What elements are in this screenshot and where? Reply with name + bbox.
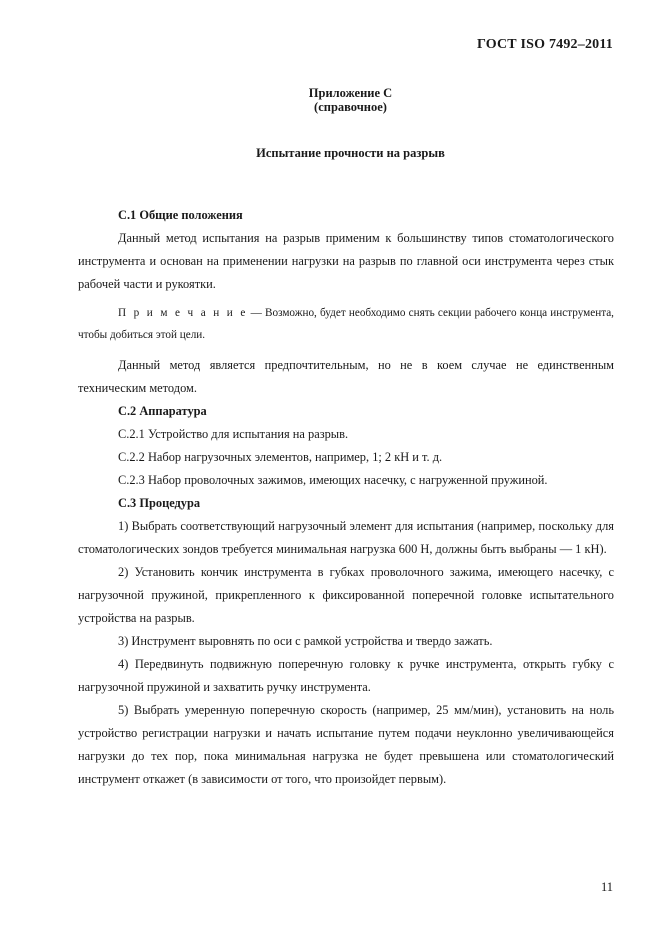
c3-step: 3) Инструмент выровнять по оси с рамкой устройства и твердо зажать. — [118, 634, 493, 648]
c1-paragraph-1: Данный метод испытания на разрыв применим к большинству типов стоматологического инструмента и основан на применении нагрузки на разрыв по главной оси инструмента через стык рабочей части и рукоятки. — [78, 231, 614, 291]
appendix-title: Приложение С — [308, 86, 393, 100]
c1-heading: С.1 Общие положения — [118, 208, 243, 222]
note-label: П р и м е ч а н и е — [118, 307, 248, 319]
c3-step: 2) Установить кончик инструмента в губках проволочного зажима, имеющего насечку, с нагрузочной пружиной, прикрепленного к фиксированной поперечной головке испытательного устройства на разрыв. — [78, 565, 614, 625]
c2-item: С.2.1 Устройство для испытания на разрыв. — [118, 427, 349, 441]
standard-code: ГОСТ ISO 7492–2011 — [476, 37, 613, 52]
c3-heading: С.3 Процедура — [118, 496, 201, 510]
page-number: 11 — [600, 880, 613, 894]
note-text: — Возможно, будет необходимо снять секции рабочего конца инструмента, чтобы добиться этой цели. — [78, 307, 614, 341]
c3-step: 1) Выбрать соответствующий нагрузочный элемент для испытания (например, поскольку для стоматологических зондов требуется минимальная нагрузка 600 Н, должны быть выбраны — 1 кН). — [78, 519, 614, 556]
c2-item: С.2.2 Набор нагрузочных элементов, например, 1; 2 кН и т. д. — [118, 450, 443, 464]
appendix-subtitle: (справочное) — [314, 100, 387, 114]
document-body — [78, 204, 614, 791]
section-title: Испытание прочности на разрыв — [256, 146, 445, 160]
c3-step: 4) Передвинуть подвижную поперечную головку к ручке инструмента, открыть губку с нагрузочной пружиной и захватить ручку инструмента. — [78, 657, 614, 694]
c2-item: С.2.3 Набор проволочных зажимов, имеющих насечку, с нагруженной пружиной. — [118, 473, 548, 487]
c3-step: 5) Выбрать умеренную поперечную скорость (например, 25 мм/мин), установить на ноль устройство регистрации нагрузки и начать испытание путем подачи неуклонно увеличивающейся нагрузки до тех пор, пока минимальная нагрузка не будет превышена или стоматологический инструмент откажет (в зависимости от того, что произойдет первым). — [78, 703, 614, 786]
c2-heading: С.2 Аппаратура — [118, 404, 207, 418]
c1-note — [78, 302, 614, 346]
c1-paragraph-2: Данный метод является предпочтительным, но не в коем случае не единственным техническим методом. — [78, 358, 614, 395]
